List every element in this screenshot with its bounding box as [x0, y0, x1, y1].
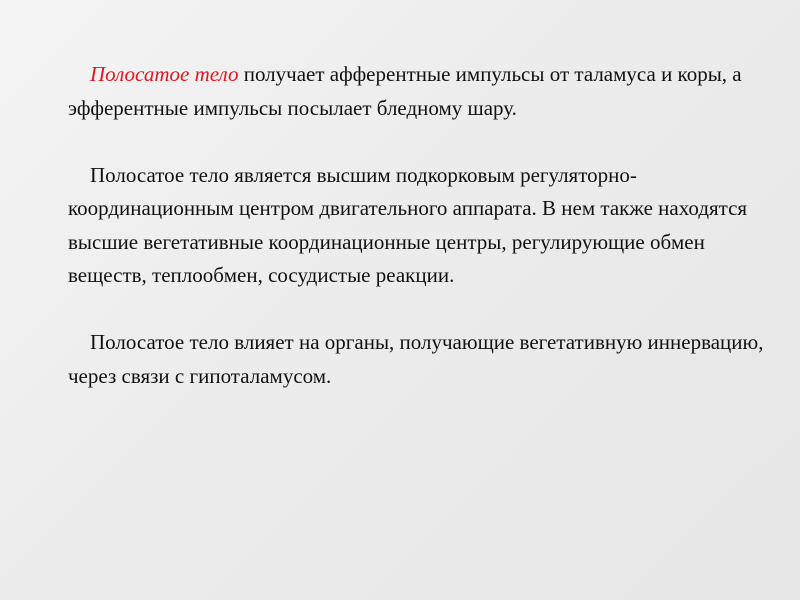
paragraph-text: Полосатое тело является высшим подкорковым регуляторно-координационным центром двигательного аппарата. В нем также находятся высшие вегетативные координационные центры, регулирующие обмен веществ, теплообмен, сосудистые реакции.: [68, 162, 748, 287]
paragraph-text: получает афферентные импульсы от таламуса и коры, а эфферентные импульсы посылает бледному шару.: [68, 62, 742, 120]
paragraph-striatum-connections: [68, 58, 768, 125]
slide-text-body: [68, 58, 768, 393]
paragraph-striatum-influence: [68, 326, 768, 393]
highlighted-term: Полосатое тело: [90, 62, 239, 86]
paragraph-striatum-function: [68, 159, 768, 293]
paragraph-text: Полосатое тело влияет на органы, получающие вегетативную иннервацию, через связи с гипоталамусом.: [68, 330, 764, 388]
